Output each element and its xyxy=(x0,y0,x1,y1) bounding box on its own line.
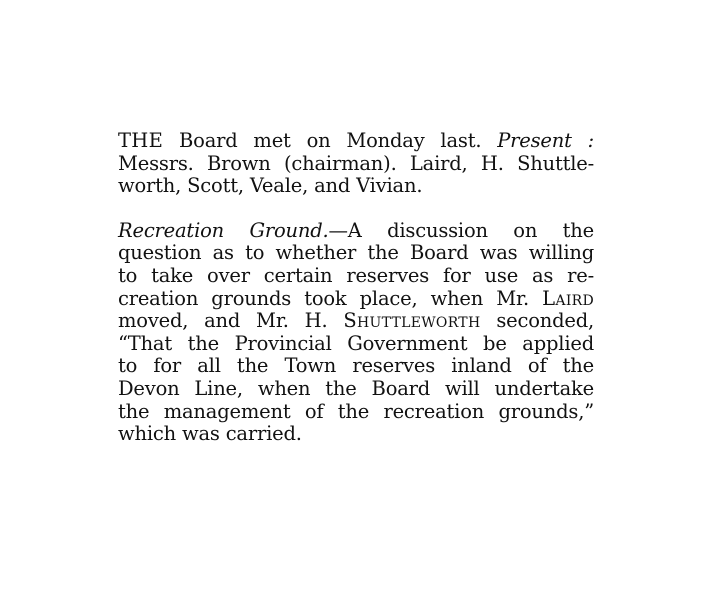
text-line xyxy=(118,310,594,333)
text-line: Devon Line, when the Board will undertake xyxy=(118,376,594,400)
name-laird: Laird xyxy=(542,286,595,310)
line-text: —A discussion on the xyxy=(328,218,594,242)
text-line: worth, Scott, Veale, and Vivian. xyxy=(118,174,423,198)
text-line: which was carried. xyxy=(118,422,302,446)
name-shuttleworth: Shuttleworth xyxy=(343,309,481,333)
text-line xyxy=(118,288,594,311)
opening-caps: THE xyxy=(118,129,164,152)
section-heading: Recreation Ground. xyxy=(118,218,329,242)
line-text: creation grounds took place, when Mr. xyxy=(118,286,530,310)
text-line: to take over certain reserves for use as re- xyxy=(118,263,594,287)
text-line: “That the Provincial Government be applied xyxy=(118,331,594,355)
text-line xyxy=(118,220,594,243)
text-line: the management of the recreation grounds,” xyxy=(118,399,594,423)
news-article xyxy=(118,130,594,446)
paragraph-recreation-ground xyxy=(118,220,594,446)
line-text: Board met on Monday last. xyxy=(179,129,482,152)
text-line xyxy=(118,130,594,153)
line-text: moved, and Mr. H. xyxy=(118,309,328,333)
text-line: to for all the Town reserves inland of the xyxy=(118,354,594,378)
present-label: Present : xyxy=(497,129,594,152)
line-text: seconded, xyxy=(496,309,594,333)
text-line: question as to whether the Board was willing xyxy=(118,241,594,265)
paragraph-board-meeting xyxy=(118,130,594,198)
text-line: Messrs. Brown (chairman). Laird, H. Shuttle- xyxy=(118,151,594,175)
